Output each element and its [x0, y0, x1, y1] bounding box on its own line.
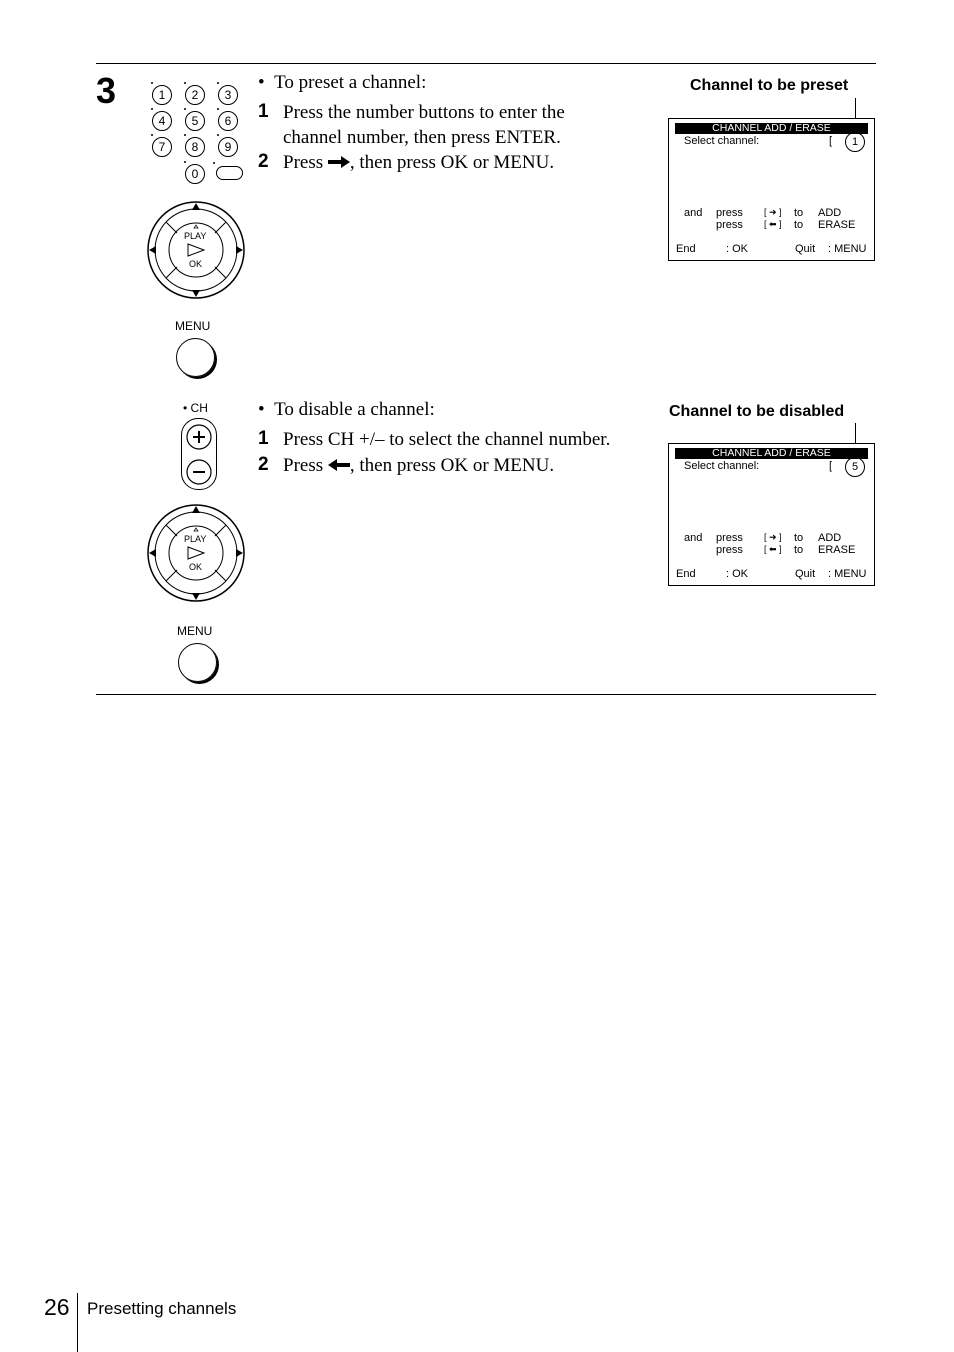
ch-plus-minus-icon — [182, 419, 216, 489]
bottom-rule — [96, 694, 876, 695]
disable-step-1-text: Press CH +/– to select the channel number. — [283, 429, 611, 450]
ch-rocker[interactable] — [181, 418, 217, 490]
key-3[interactable]: 3 — [218, 85, 238, 105]
footer-divider — [77, 1293, 78, 1352]
key-9[interactable]: 9 — [218, 137, 238, 157]
key-5[interactable]: 5 — [185, 111, 205, 131]
step-number: 3 — [96, 70, 117, 111]
key-7[interactable]: 7 — [152, 137, 172, 157]
osd-title: CHANNEL ADD / ERASE — [675, 123, 868, 134]
menu-button-2[interactable] — [178, 643, 217, 682]
menu-label-2: MENU — [177, 624, 213, 638]
disable-step-1-number: 1 — [258, 428, 269, 449]
osd-title: CHANNEL ADD / ERASE — [675, 448, 868, 459]
direction-pad-icon — [146, 200, 246, 300]
page-number: 26 — [44, 1294, 70, 1320]
key-0[interactable]: 0 — [185, 164, 205, 184]
preset-step-2-text: Press , then press OK or MENU. — [283, 152, 555, 173]
left-arrow-icon — [328, 459, 350, 471]
disable-bullet: • To disable a channel: — [258, 399, 435, 420]
preset-step-1-number: 1 — [258, 101, 269, 122]
key-6[interactable]: 6 — [218, 111, 238, 131]
enter-key[interactable] — [216, 166, 243, 180]
direction-pad-2[interactable] — [146, 503, 246, 603]
osd-channel-value: 1 — [845, 132, 865, 152]
key-1[interactable]: 1 — [152, 85, 172, 105]
menu-button[interactable] — [176, 338, 215, 377]
play-label: PLAY — [184, 534, 207, 544]
ok-label: OK — [189, 562, 203, 572]
ch-label: • CH — [183, 401, 208, 415]
disable-step-2-number: 2 — [258, 454, 269, 475]
direction-pad-icon — [146, 503, 246, 603]
key-4[interactable]: 4 — [152, 111, 172, 131]
key-8[interactable]: 8 — [185, 137, 205, 157]
preset-callout: Channel to be preset — [690, 77, 849, 94]
key-2[interactable]: 2 — [185, 85, 205, 105]
disable-callout: Channel to be disabled — [669, 403, 845, 420]
osd-screen-preset: CHANNEL ADD / ERASE Select channel: [ 1 and press press [ ➜ ] [ ⬅ ] to to ADD ERASE End : OK Quit : MENU — [668, 118, 875, 261]
ok-label: OK — [189, 259, 203, 269]
preset-step-1-text: Press the number buttons to enter the channel number, then press ENTER. — [283, 102, 565, 148]
footer-section: Presetting channels — [87, 1299, 237, 1318]
preset-bullet: • To preset a channel: — [258, 72, 427, 93]
right-arrow-icon — [328, 156, 350, 168]
osd-channel-value: 5 — [845, 457, 865, 477]
top-rule — [96, 63, 876, 64]
direction-pad[interactable] — [146, 200, 246, 300]
disable-step-2-text: Press , then press OK or MENU. — [283, 455, 555, 476]
preset-step-2-number: 2 — [258, 151, 269, 172]
play-label: PLAY — [184, 231, 207, 241]
menu-label: MENU — [175, 319, 211, 333]
osd-screen-disable: CHANNEL ADD / ERASE Select channel: [ 5 and press press [ ➜ ] [ ⬅ ] to to ADD ERASE End : OK Quit : MENU — [668, 443, 875, 586]
